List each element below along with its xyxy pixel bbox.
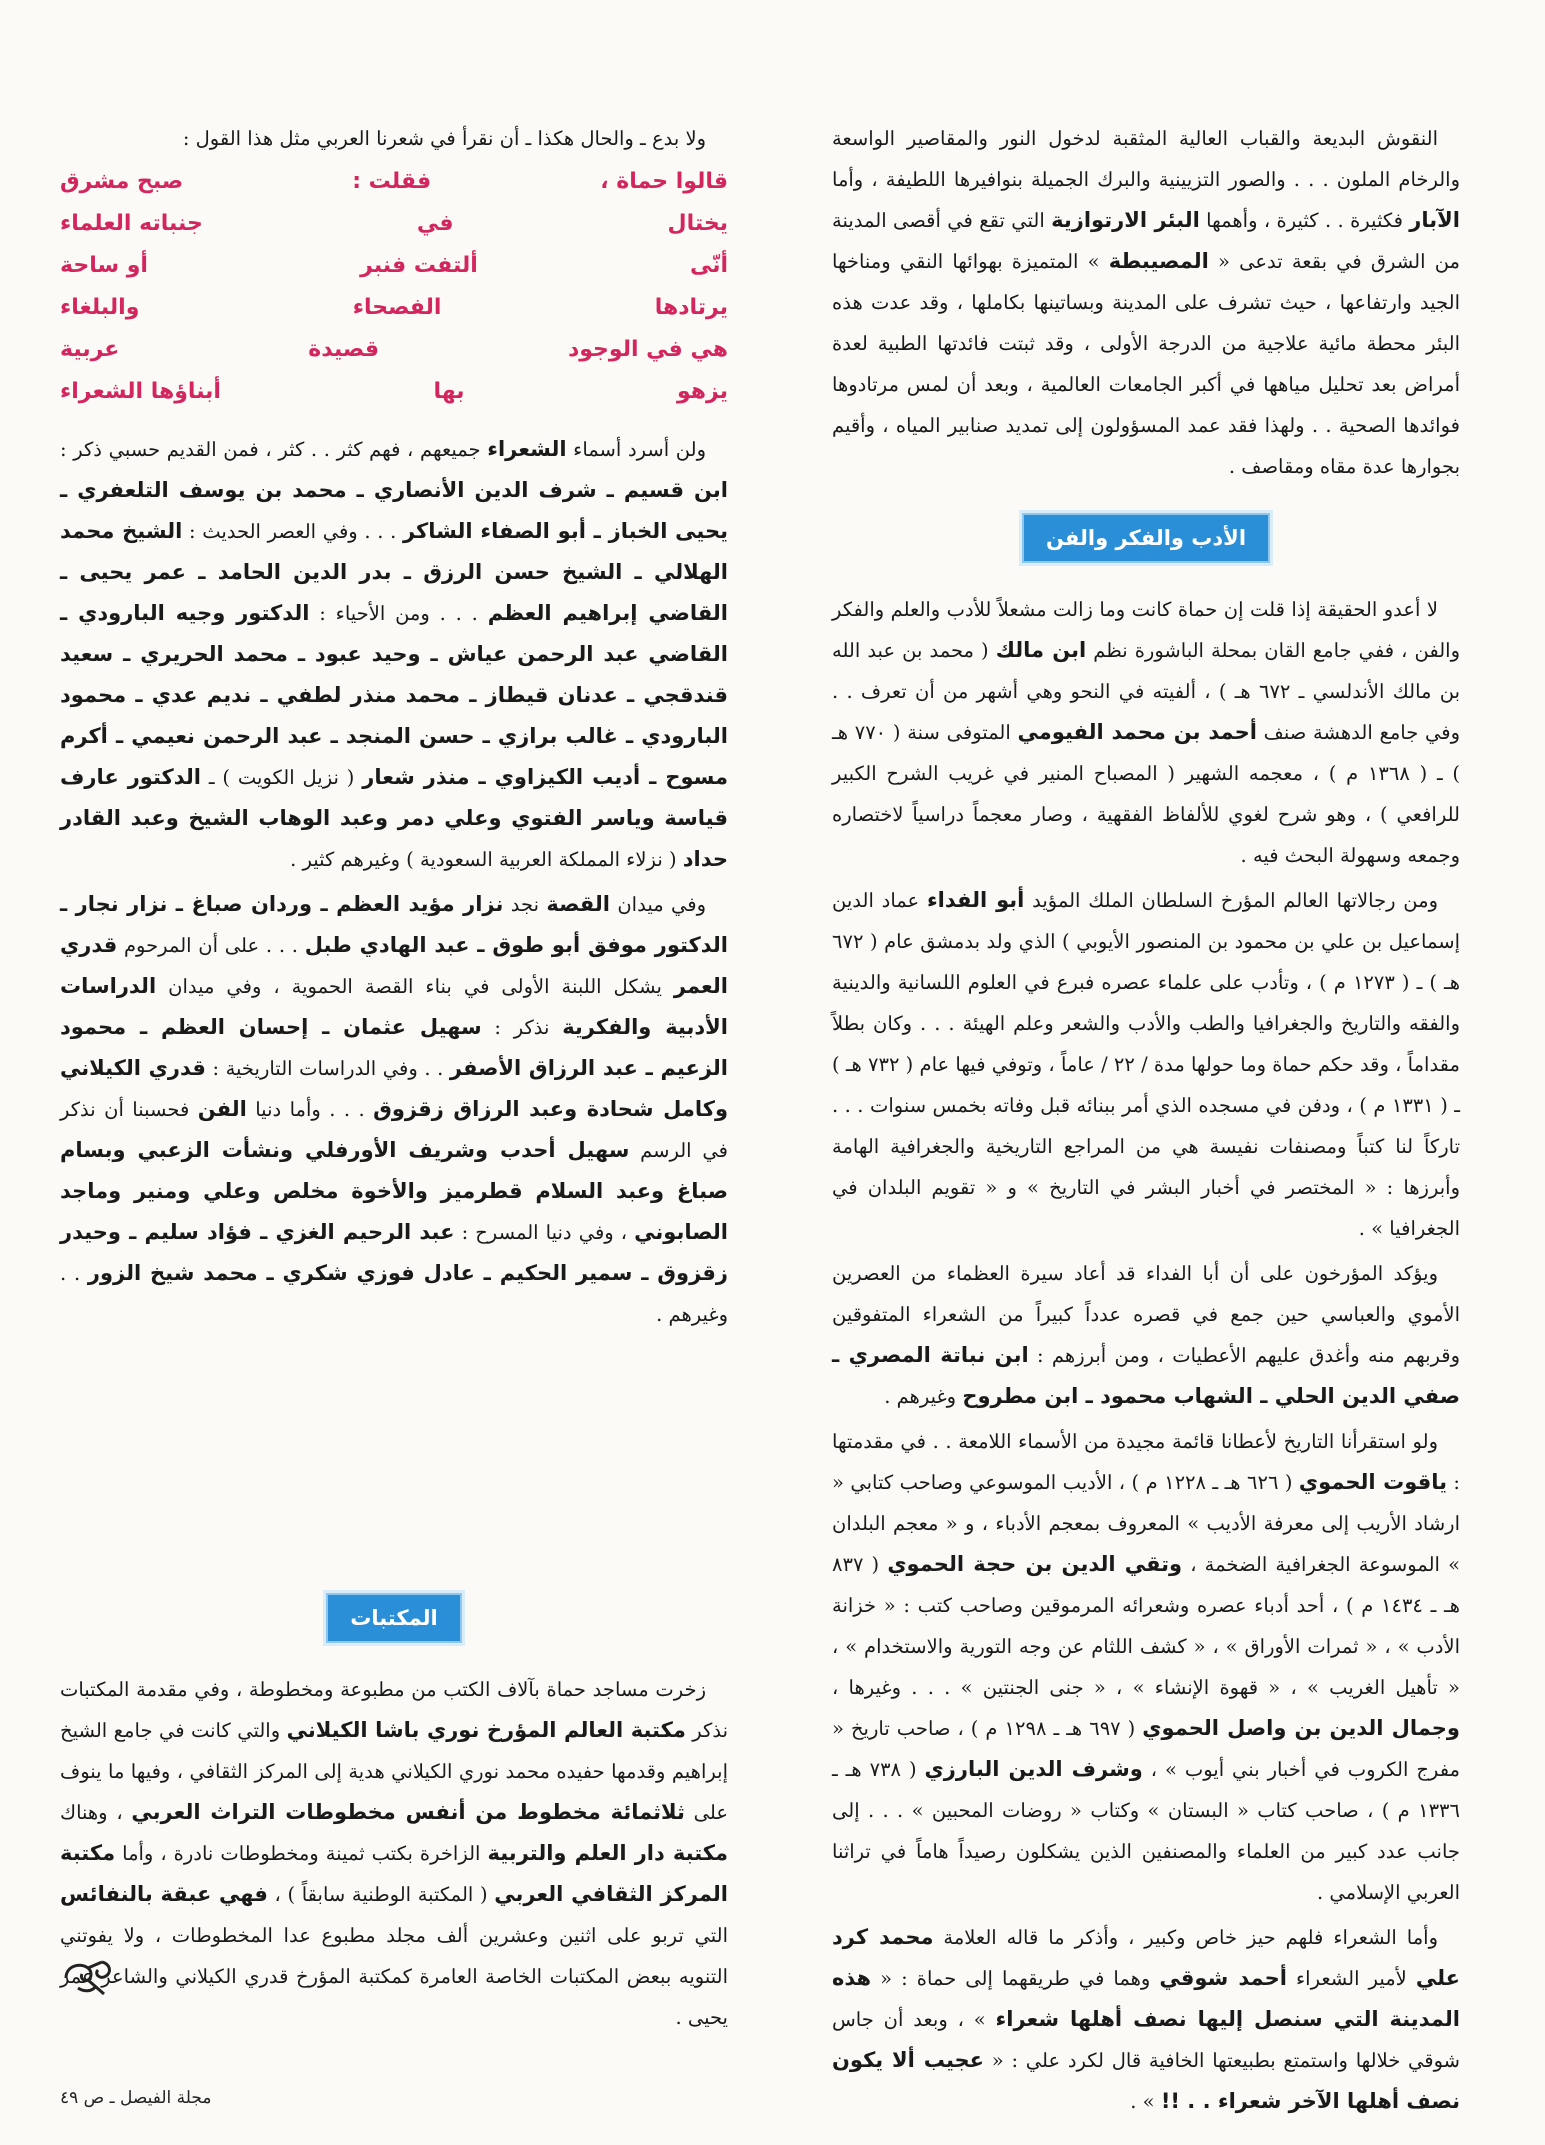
bold-text: مكتبة دار العلم والتربية: [487, 1841, 728, 1865]
page-footer: مجلة الفيصل ـ ص ٤٩: [60, 2088, 212, 2108]
text: زخرت مساجد حماة بآلاف الكتب من مطبوعة ومخطوطة ، وفي مقدمة المكتبات نذكر: [60, 1678, 728, 1742]
text: ومن رجالاتها العالم المؤرخ السلطان الملك المؤيد: [1024, 889, 1439, 912]
left-column: [60, 118, 728, 2038]
bold-text: المصيبطة: [1108, 249, 1209, 273]
text: ( نزلاء المملكة العربية السعودية ) وغيرهم كثير .: [290, 848, 683, 871]
bold-text: نزار مؤيد العظم ـ وردان صباغ ـ نزار نجار ـ الدكتور موفق أبو طوق ـ عبد الهادي طبل: [60, 892, 728, 957]
bold-text: ياقوت الحموي: [1298, 1470, 1447, 1494]
text: ويؤكد المؤرخون على أن أبا الفداء قد أعاد سيرة العظماء من العصرين الأموي والعباسي حين جمع في قصره عدداً كبيراً من الشعراء المتفوقين وقربهم منه وأغدق عليهم الأعطيات ، ومن أبرزهم :: [832, 1262, 1460, 1367]
bold-text: الآبار: [1409, 208, 1460, 232]
poem-word: فقلت :: [352, 169, 432, 194]
text: ولو استقرأنا التاريخ لأعطانا قائمة مجيدة من الأسماء اللامعة . . في مقدمتها :: [832, 1430, 1460, 1494]
poem-word: والبلغاء: [60, 295, 140, 320]
text-highlighted: » المتميزة بهوائها النقي ومناخها الجيد وارتفاعها ، حيث تشرف على المدينة وبساتينها بكاملها ، وقد عدت هذه البئر محطة مائية علاجية من الدرجة الأولى: [832, 250, 1460, 355]
bold-text: الشيخ محمد الهلالي ـ الشيخ حسن الرزق ـ بدر الدين الحامد ـ عمر يحيى ـ القاضي إبراهيم العظم: [60, 519, 728, 625]
bold-text: محمد كرد علي: [832, 1925, 1460, 1990]
bold-text: أحمد بن محمد الفيومي: [1017, 720, 1257, 744]
poem-word: في: [416, 211, 454, 236]
text: يشكل اللبنة الأولى في بناء القصة الحموية ، وفي ميدان: [156, 975, 674, 998]
bold-text: أحمد شوقي: [1159, 1966, 1287, 1990]
text: فحسبنا أن نذكر في الرسم: [60, 1098, 728, 1162]
poem-word: عربية: [60, 337, 120, 362]
paragraph-abulfida: [832, 880, 1460, 1249]
bold-text: الدكتور عارف قياسة وياسر الفتوي وعلي دمر وعبد الوهاب الشيخ وعبد القادر حداد: [60, 765, 728, 871]
bold-text: مكتبة العالم المؤرخ نوري باشا الكيلاني: [286, 1718, 686, 1742]
text: لا أعدو الحقيقة إذا قلت إن حماة كانت وما زالت مشعلاً للأدب والعلم والفكر والفن ، ففي جامع القان بمحلة الباشورة نظم: [832, 598, 1460, 662]
text: التي تقع في أقصى المدينة من الشرق في بقعة تدعى «: [832, 209, 1460, 273]
bold-text: الشعراء: [487, 437, 567, 461]
text: ( نزيل الكويت ) ـ: [200, 766, 363, 789]
poem-line: [60, 161, 728, 203]
poem-word: هي في الوجود: [567, 337, 728, 362]
text: » ، وبعد أن جاس شوقي خلالها واستمتع بطبيعتها الخافية قال لكرد علي : «: [832, 2008, 1460, 2072]
bold-text: هذه المدينة التي سنصل إليها نصف أهلها شعراء: [832, 1966, 1460, 2031]
text: . . . وفي العصر الحديث :: [182, 520, 403, 543]
poem-word: أنّى: [689, 253, 728, 278]
text: نجد: [503, 893, 547, 916]
text: النقوش البديعة والقباب العالية المثقبة لدخول النور والمقاصير الواسعة والرخام الملون . . . والصور التزيينية والبرك الجميلة بنوافيرها اللطيفة ، وأما: [832, 127, 1460, 191]
bold-text: الدكتور وجيه البارودي ـ القاضي عبد الرحمن عياش ـ وحيد عبود ـ محمد الحريري ـ سعيد قندقجي ـ عدنان قيطاز ـ محمد منذر لطفي ـ نديم عدي ـ محمود البارودي ـ غالب برازي ـ حسن المنجد ـ عبد الرحمن نعيمي ـ أكرم مسوح ـ أديب الكيزاوي ـ منذر شعار: [60, 601, 729, 789]
bold-text: ابن قسيم ـ شرف الدين الأنصاري ـ محمد بن يوسف التلعفري ـ يحيى الخباز ـ أبو الصفاء الشاكر: [60, 478, 729, 543]
text: ( ٦٢٦ هـ ـ ١٢٢٨ م ) ، الأديب الموسوعي وصاحب كتابي « ارشاد الأريب إلى معرفة الأديب » المعروف بمعجم الأدباء ، و « معجم البلدان » الموسوعة الجغرافية الضخمة ،: [832, 1471, 1460, 1576]
text: ( ٨٣٧ هـ ـ ١٤٣٤ م ) ، أحد أدباء عصره وشعرائه المرموقين وصاحب كتب : « خزانة الأدب » ، « ثمرات الأوراق » ، « كشف اللثام عن وجه التورية والاستخدام » ، « تأهيل الغريب » ، « قهوة الإنشاء » ، « جنى الجنتين » . . . وغيرها ،: [832, 1553, 1461, 1699]
text: ( ٦٩٧ هـ ـ ١٢٩٨ م ) ، صاحب تاريخ « مفرج الكروب في أخبار بني أيوب » ،: [832, 1717, 1461, 1781]
bold-text: أبو الفداء: [926, 888, 1025, 912]
section-title-libraries: المكتبات: [326, 1593, 462, 1643]
right-column: [832, 118, 1460, 2122]
poem-word: قالوا حماة ،: [600, 169, 728, 194]
poem-word: ألتفت فنبر: [360, 253, 478, 278]
text: . . . على أن المرحوم: [117, 934, 305, 957]
bold-text: ابن مالك: [995, 638, 1087, 662]
text: . . وفي الدراسات التاريخية :: [205, 1057, 450, 1080]
text: وغيرهم .: [884, 1385, 963, 1408]
paragraph-arts-list: [60, 884, 728, 1335]
faisal-logo-icon: [58, 1958, 120, 1998]
text: المتوفى سنة ( ٧٧٠ هـ ) ـ ( ١٣٦٨ م ) ، معجمه الشهير ( المصباح المنير في غريب الشرح الكبير للرافعي ) ، وهو شرح لغوي للألفاظ الفقهية ، وصار معجماً دراسياً لاختصاره وجمعه وسهولة البحث فيه .: [832, 721, 1460, 867]
text: عماد الدين إسماعيل بن علي بن محمود بن المنصور الأيوبي ) الذي ولد بدمشق عام ( ٦٧٢ هـ ) ـ ( ١٢٧٣ م ) ، وتأدب على علماء عصره فبرع في العلوم اللسانية والدينية والفقه والتاريخ والجغرافيا والطب والأدب والشعر وعلم الهيئة . . . وكان بطلاً مقداماً ، وقد حكم حماة وما حولها مدة / ٢٢ / عاماً ، وتوفي فيها عام ( ٧٣٢ هـ ) ـ ( ١٣٣١ م ) ، ودفن في مسجده الذي أمر ببنائه قبل وفاته بخمس سنوات . . . تاركاً لنا كتباً ومصنفات نفيسة هي من المراجع التاريخية والجغرافية الهامة وأبرزها : « المختصر في أخبار البشر في التاريخ » و « تقويم البلدان في الجغرافيا » .: [832, 889, 1460, 1240]
text: لأمير الشعراء: [1286, 1967, 1416, 1990]
bold-text: وشرف الدين البارزي: [924, 1757, 1143, 1781]
section-title-literature: الأدب والفكر والفن: [1022, 513, 1270, 563]
poem-intro: ولا بدع ـ والحال هكذا ـ أن نقرأ في شعرنا العربي مثل هذا القول :: [182, 127, 706, 150]
text: . . وغيرهم .: [60, 1262, 728, 1326]
poem-line: [60, 203, 728, 245]
text: ، وقد ثبتت فائدتها الطبية لعدة أمراض بعد تحليل مياهها في أكبر الجامعات العالمية ، وبعد أن لمس مرتادوها فوائدها الصحية . . ولهذا فقد عمد المسؤولون إلى تمديد صنابير المياه ، وأقيم بجوارها عدة مقاه ومقاصف .: [832, 332, 1460, 478]
text: الزاخرة بكتب ثمينة ومخطوطات نادرة ، وأما: [115, 1842, 488, 1865]
text: ، وفي دنيا المسرح :: [454, 1221, 635, 1244]
text: والتي كانت في جامع الشيخ إبراهيم وقدمها حفيده محمد نوري الكيلاني هدية إلى المركز الثقافي ، وفيها ما ينوف على: [60, 1719, 728, 1824]
text: ( ٧٣٨ هـ ـ ١٣٣٦ م ) ، صاحب كتاب « البستان » وكتاب « روضات المحبين » . . . إلى جانب عدد كبير من العلماء والمصنفين الذين يشكلون رصيداً هاماً في تراثنا العربي الإسلامي .: [832, 1758, 1460, 1904]
bold-text: عبد الرحيم الغزي ـ فؤاد سليم ـ وحيدر زقزوق ـ سمير الحكيم ـ عادل فوزي شكري ـ محمد شيخ الزور: [60, 1220, 729, 1285]
poem-word: أو ساحة: [60, 253, 148, 278]
poem-word: يختال: [667, 211, 728, 236]
text: نذكر :: [481, 1016, 563, 1039]
poem-line: [60, 245, 728, 287]
bold-text: فهي عبقة بالنفائس: [60, 1882, 268, 1906]
bold-text: مكتبة المركز الثقافي العربي: [60, 1841, 728, 1906]
bold-text: القصة: [546, 892, 610, 916]
paragraph-architecture: [832, 118, 1460, 487]
text: جميعهم ، فهم كثر . . كثر ، فمن القديم حسبي ذكر :: [60, 438, 488, 461]
poem-word: جنباته العلماء: [60, 211, 203, 236]
text: وهما في طريقهما إلى حماة : «: [871, 1967, 1160, 1990]
paragraph-historians: [832, 1253, 1460, 1417]
paragraph-libraries: [60, 1669, 728, 2038]
text: » .: [1130, 2090, 1161, 2113]
paragraph-poets-quote: [832, 1917, 1460, 2122]
text: . . . ومن الأحياء :: [309, 602, 488, 625]
text: التي تربو على اثنين وعشرين ألف مجلد مطبوع عدا المخطوطات ، ولا يفوتني التنويه ببعض المكتبات الخاصة العامرة كمكتبة المؤرخ قدري الكيلاني والشاعر عمر يحيى .: [60, 1924, 728, 2029]
poem-line: [60, 371, 728, 413]
poem-word: الفصحاء: [352, 295, 442, 320]
paragraph-notable-names: [832, 1421, 1460, 1913]
spacer: [60, 1335, 728, 1567]
text: . . . وأما دنيا: [246, 1098, 374, 1121]
paragraph-literature: [832, 589, 1460, 876]
poem-word: بها: [433, 379, 465, 404]
poem-word: يزهو: [677, 379, 728, 404]
text: ، وهناك: [60, 1801, 132, 1824]
poem-line: [60, 287, 728, 329]
bold-text: قدري الكيلاني وكامل شحادة وعبد الرزاق زقزوق: [60, 1056, 728, 1121]
bold-text: الدراسات الأدبية والفكرية: [60, 974, 728, 1039]
text: ( محمد بن عبد الله بن مالك الأندلسي ـ ٦٧٢ هـ ) ، ألفيته في النحو وهي أشهر من أن تعرف . . وفي جامع الدهشة صنف: [832, 639, 1461, 744]
poem: [60, 161, 728, 413]
bold-text: الفن: [197, 1097, 247, 1121]
bold-text: البئر الارتوازية: [1051, 208, 1200, 232]
bold-text: ابن نباتة المصري ـ صفي الدين الحلي ـ الشهاب محمود ـ ابن مطروح: [832, 1343, 1460, 1408]
bold-text: ثلاثمائة مخطوط من أنفس مخطوطات التراث العربي: [131, 1800, 685, 1824]
bold-text: وتقي الدين بن حجة الحموي: [887, 1552, 1183, 1576]
poem-line: [60, 329, 728, 371]
text: فكثيرة . . كثيرة ، وأهمها: [1199, 209, 1410, 232]
poem-word: أبناؤها الشعراء: [60, 379, 221, 404]
poem-word: يرتادها: [654, 295, 728, 320]
bold-text: قدري العمر: [60, 933, 728, 998]
text: وفي ميدان: [610, 893, 707, 916]
text: ( المكتبة الوطنية سابقاً ) ،: [267, 1883, 495, 1906]
bold-text: وجمال الدين بن واصل الحموي: [1142, 1716, 1460, 1740]
poem-word: قصيدة: [308, 337, 380, 362]
text: ولن أسرد أسماء: [566, 438, 706, 461]
text: وأما الشعراء فلهم حيز خاص وكبير ، وأذكر ما قاله العلامة: [933, 1926, 1438, 1949]
bold-text: سهيل أحدب وشريف الأورفلي ونشأت الزعبي وبسام صباغ وعبد السلام قطرميز والأخوة مخلص وعلي ومنير وماجد الصابوني: [60, 1138, 728, 1244]
paragraph-poets-list: [60, 429, 728, 880]
poem-word: صبح مشرق: [60, 169, 184, 194]
bold-text: سهيل عثمان ـ إحسان العظم ـ محمود الزعيم ـ عبد الرزاق الأصفر: [60, 1015, 728, 1080]
bold-text: عجيب ألا يكون نصف أهلها الآخر شعراء . . !!: [832, 2048, 1460, 2113]
